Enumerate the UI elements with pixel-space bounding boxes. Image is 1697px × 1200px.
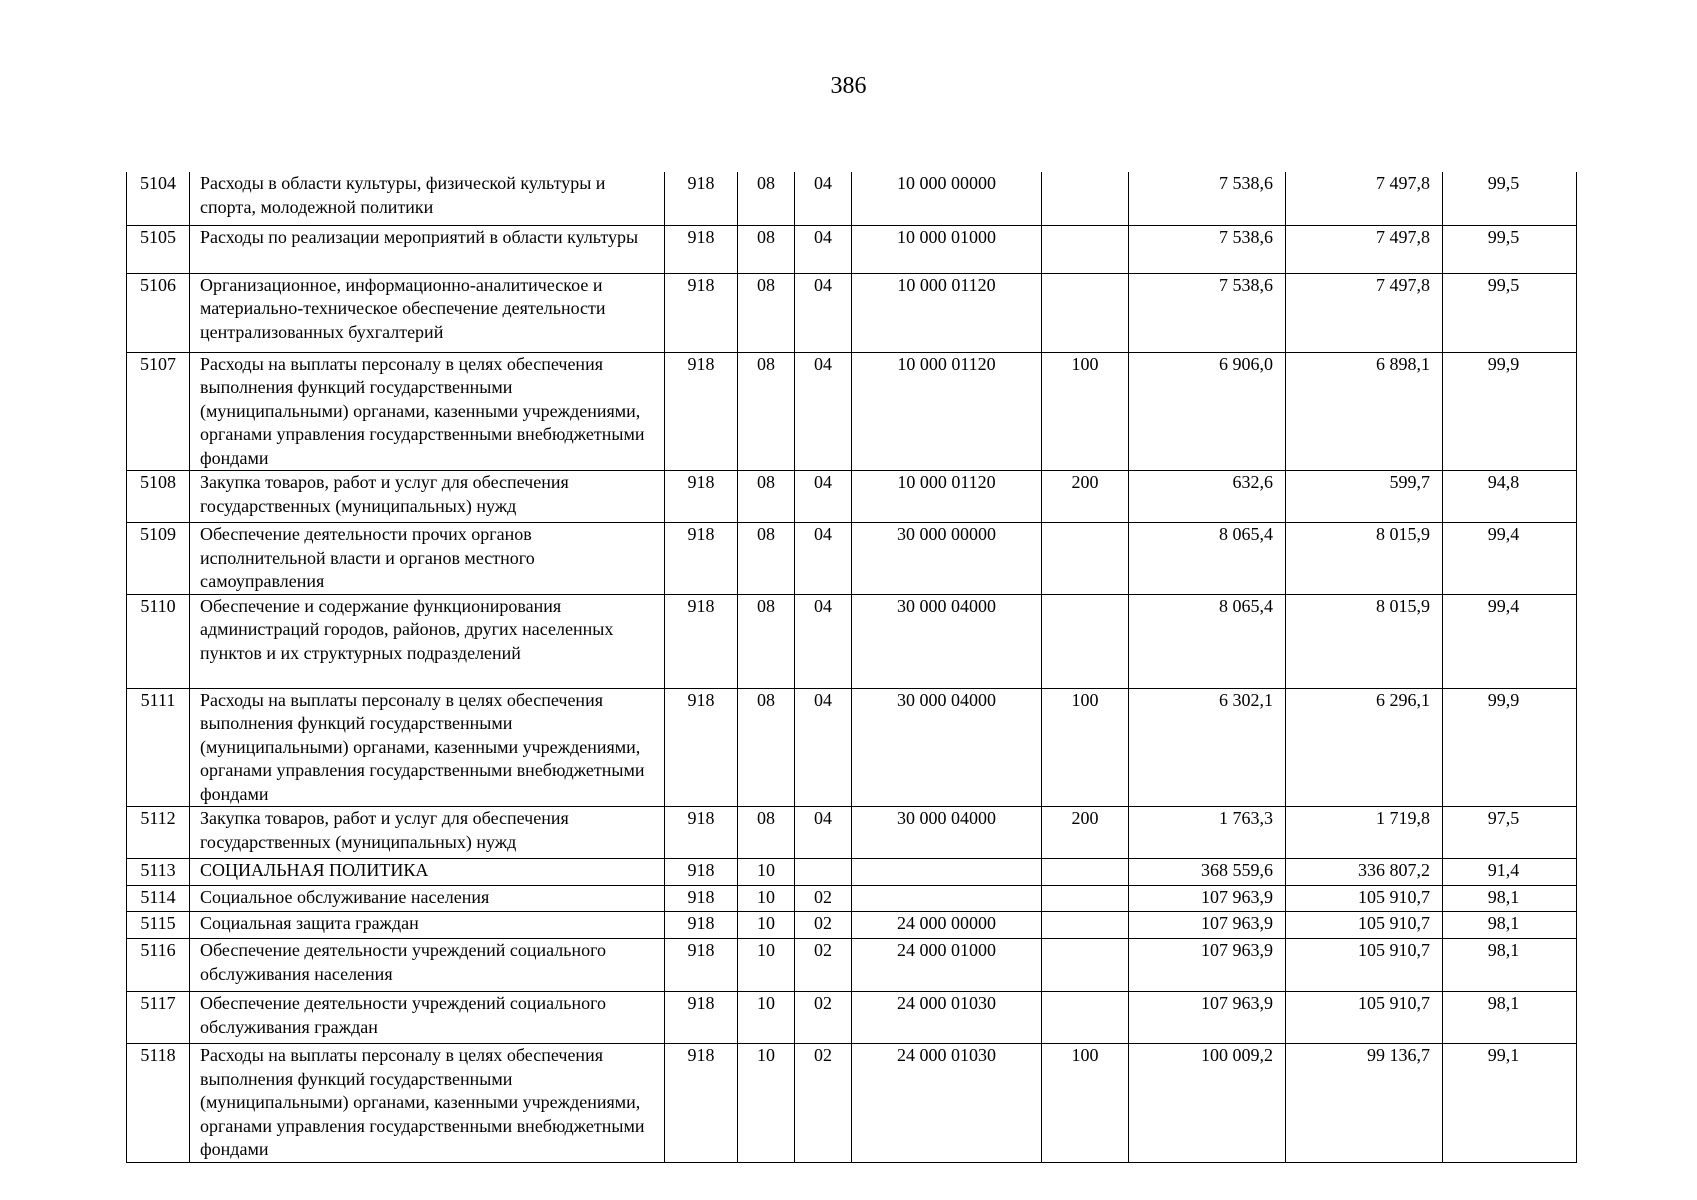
- row-subsection: 02: [795, 886, 852, 912]
- row-admin-code: 918: [665, 886, 738, 912]
- row-expense-type: 100: [1042, 352, 1129, 471]
- row-number: 5108: [127, 471, 190, 523]
- row-expense-type: [1042, 939, 1129, 992]
- row-percent: 99,1: [1443, 1044, 1577, 1163]
- row-plan-amount: 7 538,6: [1129, 273, 1286, 352]
- row-section: 08: [738, 225, 795, 273]
- row-number: 5116: [127, 939, 190, 992]
- row-name: Социальное обслуживание населения: [190, 886, 665, 912]
- row-section: 10: [738, 939, 795, 992]
- row-name: Расходы по реализации мероприятий в области культуры: [190, 225, 665, 273]
- row-section: 08: [738, 594, 795, 688]
- row-admin-code: 918: [665, 939, 738, 992]
- row-subsection: 04: [795, 172, 852, 225]
- row-subsection: 02: [795, 912, 852, 939]
- row-fact-amount: 105 910,7: [1286, 939, 1443, 992]
- table-row: [127, 172, 1577, 225]
- row-fact-amount: 6 296,1: [1286, 688, 1443, 807]
- row-section: 08: [738, 471, 795, 523]
- row-expense-type: [1042, 273, 1129, 352]
- row-target-article: 10 000 01120: [852, 273, 1042, 352]
- row-plan-amount: 8 065,4: [1129, 523, 1286, 595]
- row-fact-amount: 8 015,9: [1286, 594, 1443, 688]
- row-percent: 99,5: [1443, 172, 1577, 225]
- budget-table: [126, 172, 1577, 1163]
- row-target-article: 30 000 04000: [852, 594, 1042, 688]
- row-subsection: 02: [795, 1044, 852, 1163]
- row-subsection: 04: [795, 225, 852, 273]
- row-admin-code: 918: [665, 992, 738, 1044]
- row-subsection: 04: [795, 352, 852, 471]
- row-name: Организационное, информационно-аналитическое и материально-техническое обеспечение деятельности централизованных бухгалтерий: [190, 273, 665, 352]
- row-fact-amount: 6 898,1: [1286, 352, 1443, 471]
- row-section: 10: [738, 912, 795, 939]
- row-admin-code: 918: [665, 523, 738, 595]
- row-number: 5110: [127, 594, 190, 688]
- row-name: Закупка товаров, работ и услуг для обеспечения государственных (муниципальных) нужд: [190, 471, 665, 523]
- page-number: 386: [830, 73, 867, 99]
- row-fact-amount: 7 497,8: [1286, 225, 1443, 273]
- row-name: Обеспечение деятельности прочих органов исполнительной власти и органов местного самоуправления: [190, 523, 665, 595]
- row-plan-amount: 6 906,0: [1129, 352, 1286, 471]
- row-expense-type: 100: [1042, 688, 1129, 807]
- row-number: 5111: [127, 688, 190, 807]
- row-number: 5105: [127, 225, 190, 273]
- row-admin-code: 918: [665, 273, 738, 352]
- row-name: Обеспечение деятельности учреждений социального обслуживания граждан: [190, 992, 665, 1044]
- row-name: Социальная защита граждан: [190, 912, 665, 939]
- row-plan-amount: 100 009,2: [1129, 1044, 1286, 1163]
- row-expense-type: [1042, 886, 1129, 912]
- row-percent: 99,4: [1443, 594, 1577, 688]
- table-row: [127, 523, 1577, 595]
- row-target-article: 24 000 00000: [852, 912, 1042, 939]
- row-expense-type: 100: [1042, 1044, 1129, 1163]
- table-row: [127, 688, 1577, 807]
- row-name: Обеспечение и содержание функционирования администраций городов, районов, других населенных пунктов и их структурных подразделений: [190, 594, 665, 688]
- row-percent: 97,5: [1443, 807, 1577, 859]
- row-section: 08: [738, 688, 795, 807]
- row-name: СОЦИАЛЬНАЯ ПОЛИТИКА: [190, 859, 665, 886]
- row-admin-code: 918: [665, 172, 738, 225]
- row-section: 10: [738, 859, 795, 886]
- table-row: [127, 859, 1577, 886]
- row-number: 5118: [127, 1044, 190, 1163]
- table-row: [127, 273, 1577, 352]
- row-target-article: 10 000 01120: [852, 471, 1042, 523]
- row-expense-type: [1042, 594, 1129, 688]
- row-subsection: 04: [795, 523, 852, 595]
- row-name: Расходы на выплаты персоналу в целях обеспечения выполнения функций государственными (муниципальными) органами, казенными учреждениями, органами управления государственными внебюджетными фондами: [190, 688, 665, 807]
- table-row: [127, 939, 1577, 992]
- row-expense-type: [1042, 172, 1129, 225]
- row-plan-amount: 107 963,9: [1129, 886, 1286, 912]
- table-body: [127, 172, 1577, 1162]
- row-fact-amount: 8 015,9: [1286, 523, 1443, 595]
- row-fact-amount: 7 497,8: [1286, 273, 1443, 352]
- row-section: 08: [738, 523, 795, 595]
- row-section: 08: [738, 352, 795, 471]
- row-fact-amount: 105 910,7: [1286, 886, 1443, 912]
- row-number: 5109: [127, 523, 190, 595]
- row-number: 5106: [127, 273, 190, 352]
- row-plan-amount: 6 302,1: [1129, 688, 1286, 807]
- row-admin-code: 918: [665, 912, 738, 939]
- row-subsection: 02: [795, 992, 852, 1044]
- row-subsection: 04: [795, 594, 852, 688]
- row-section: 10: [738, 886, 795, 912]
- row-number: 5114: [127, 886, 190, 912]
- table-row: [127, 807, 1577, 859]
- row-name: Расходы на выплаты персоналу в целях обеспечения выполнения функций государственными (муниципальными) органами, казенными учреждениями, органами управления государственными внебюджетными фондами: [190, 1044, 665, 1163]
- row-number: 5112: [127, 807, 190, 859]
- row-expense-type: [1042, 523, 1129, 595]
- row-target-article: 10 000 01000: [852, 225, 1042, 273]
- row-fact-amount: 1 719,8: [1286, 807, 1443, 859]
- row-subsection: [795, 859, 852, 886]
- row-plan-amount: 632,6: [1129, 471, 1286, 523]
- row-percent: 99,9: [1443, 688, 1577, 807]
- row-subsection: 04: [795, 471, 852, 523]
- row-plan-amount: 368 559,6: [1129, 859, 1286, 886]
- row-percent: 99,5: [1443, 225, 1577, 273]
- row-plan-amount: 1 763,3: [1129, 807, 1286, 859]
- row-section: 08: [738, 172, 795, 225]
- row-name: Расходы на выплаты персоналу в целях обеспечения выполнения функций государственными (муниципальными) органами, казенными учреждениями, органами управления государственными внебюджетными фондами: [190, 352, 665, 471]
- row-expense-type: [1042, 912, 1129, 939]
- row-target-article: 30 000 04000: [852, 688, 1042, 807]
- row-section: 10: [738, 1044, 795, 1163]
- row-subsection: 04: [795, 273, 852, 352]
- table-row: [127, 352, 1577, 471]
- table-row: [127, 594, 1577, 688]
- row-percent: 99,5: [1443, 273, 1577, 352]
- row-subsection: 04: [795, 688, 852, 807]
- table-row: [127, 886, 1577, 912]
- row-target-article: 10 000 01120: [852, 352, 1042, 471]
- row-name: Закупка товаров, работ и услуг для обеспечения государственных (муниципальных) нужд: [190, 807, 665, 859]
- row-target-article: 10 000 00000: [852, 172, 1042, 225]
- table-row: [127, 225, 1577, 273]
- row-target-article: 30 000 04000: [852, 807, 1042, 859]
- row-expense-type: 200: [1042, 807, 1129, 859]
- row-plan-amount: 7 538,6: [1129, 225, 1286, 273]
- row-percent: 98,1: [1443, 912, 1577, 939]
- table-row: [127, 912, 1577, 939]
- row-subsection: 04: [795, 807, 852, 859]
- row-plan-amount: 107 963,9: [1129, 912, 1286, 939]
- row-fact-amount: 105 910,7: [1286, 912, 1443, 939]
- row-name: Обеспечение деятельности учреждений социального обслуживания населения: [190, 939, 665, 992]
- row-plan-amount: 107 963,9: [1129, 992, 1286, 1044]
- row-target-article: 30 000 00000: [852, 523, 1042, 595]
- row-expense-type: [1042, 225, 1129, 273]
- table-row: [127, 471, 1577, 523]
- row-admin-code: 918: [665, 471, 738, 523]
- row-admin-code: 918: [665, 859, 738, 886]
- row-percent: 98,1: [1443, 992, 1577, 1044]
- table-row: [127, 1044, 1577, 1163]
- row-target-article: 24 000 01030: [852, 1044, 1042, 1163]
- row-plan-amount: 107 963,9: [1129, 939, 1286, 992]
- row-admin-code: 918: [665, 594, 738, 688]
- row-fact-amount: 99 136,7: [1286, 1044, 1443, 1163]
- row-name: Расходы в области культуры, физической культуры и спорта, молодежной политики: [190, 172, 665, 225]
- row-number: 5115: [127, 912, 190, 939]
- row-admin-code: 918: [665, 1044, 738, 1163]
- row-section: 08: [738, 807, 795, 859]
- row-subsection: 02: [795, 939, 852, 992]
- row-fact-amount: 599,7: [1286, 471, 1443, 523]
- row-admin-code: 918: [665, 352, 738, 471]
- row-admin-code: 918: [665, 225, 738, 273]
- row-percent: 98,1: [1443, 939, 1577, 992]
- row-target-article: 24 000 01030: [852, 992, 1042, 1044]
- row-expense-type: [1042, 992, 1129, 1044]
- row-expense-type: 200: [1042, 471, 1129, 523]
- row-percent: 94,8: [1443, 471, 1577, 523]
- row-section: 10: [738, 992, 795, 1044]
- row-number: 5107: [127, 352, 190, 471]
- row-target-article: 24 000 01000: [852, 939, 1042, 992]
- row-target-article: [852, 859, 1042, 886]
- row-number: 5117: [127, 992, 190, 1044]
- row-admin-code: 918: [665, 688, 738, 807]
- table-row: [127, 992, 1577, 1044]
- row-number: 5113: [127, 859, 190, 886]
- row-plan-amount: 7 538,6: [1129, 172, 1286, 225]
- row-admin-code: 918: [665, 807, 738, 859]
- row-number: 5104: [127, 172, 190, 225]
- row-plan-amount: 8 065,4: [1129, 594, 1286, 688]
- row-percent: 98,1: [1443, 886, 1577, 912]
- row-fact-amount: 105 910,7: [1286, 992, 1443, 1044]
- row-section: 08: [738, 273, 795, 352]
- row-expense-type: [1042, 859, 1129, 886]
- row-fact-amount: 7 497,8: [1286, 172, 1443, 225]
- row-percent: 99,9: [1443, 352, 1577, 471]
- row-target-article: [852, 886, 1042, 912]
- row-fact-amount: 336 807,2: [1286, 859, 1443, 886]
- row-percent: 99,4: [1443, 523, 1577, 595]
- row-percent: 91,4: [1443, 859, 1577, 886]
